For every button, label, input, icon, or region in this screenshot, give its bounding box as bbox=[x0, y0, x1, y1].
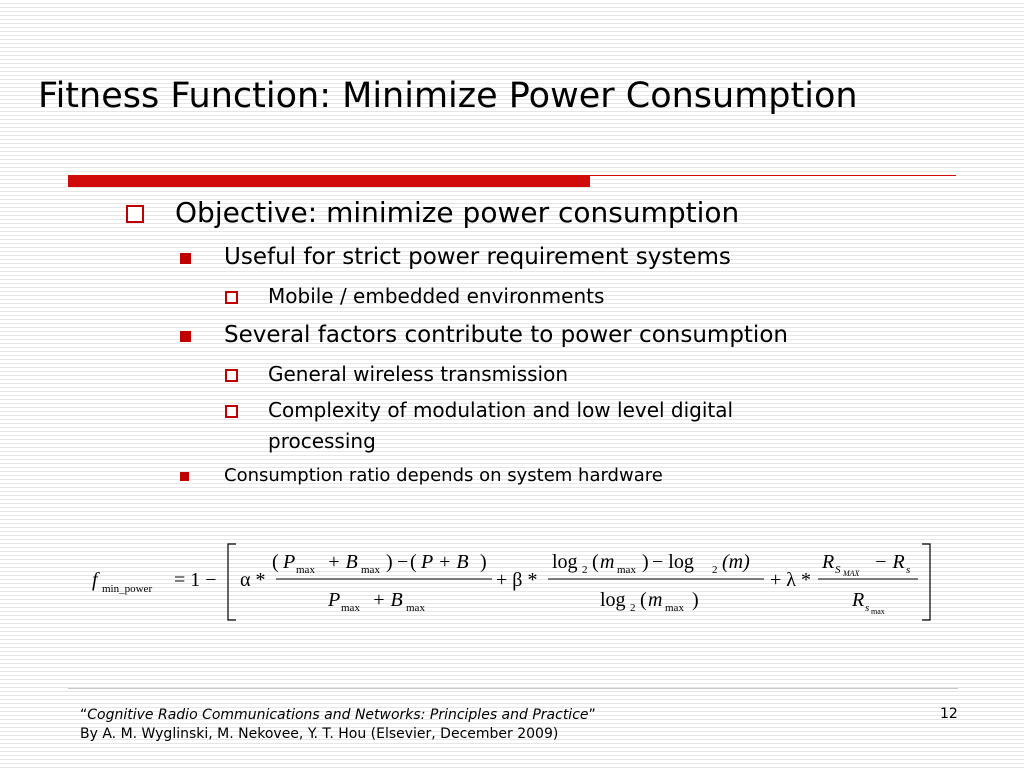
eq-t3-s-small: s bbox=[906, 564, 911, 576]
eq-t2-paren-m: (m) bbox=[722, 551, 750, 573]
bullet-level3-mobile: Mobile / embedded environments bbox=[268, 284, 605, 308]
eq-alpha: α * bbox=[240, 569, 266, 591]
page-number: 12 bbox=[940, 706, 958, 722]
eq-t1-den-p: P bbox=[328, 589, 341, 611]
citation-open-quote: “ bbox=[80, 707, 88, 723]
eq-t2-den-two: 2 bbox=[630, 602, 636, 614]
fitness-equation bbox=[80, 538, 960, 628]
citation-book-title: Cognitive Radio Communications and Networks: Principles and Practice bbox=[87, 707, 589, 723]
eq-t1-bmax: max bbox=[361, 564, 380, 576]
filled-square-bullet-icon bbox=[180, 472, 189, 481]
eq-t3-minus-r: − R bbox=[874, 551, 905, 573]
eq-t1-p: P bbox=[283, 551, 296, 573]
eq-t2-two-b: 2 bbox=[712, 564, 718, 576]
bullet-level3-complexity: Complexity of modulation and low level digital bbox=[268, 398, 734, 422]
svg-text:): ) bbox=[386, 551, 393, 573]
eq-t3-max: MAX bbox=[843, 569, 860, 578]
eq-one: = 1 − bbox=[174, 569, 217, 591]
eq-t2-den-m: m bbox=[648, 589, 663, 611]
open-square-bullet-icon bbox=[126, 205, 144, 223]
eq-t3-den-max: max bbox=[871, 607, 885, 616]
eq-t2-den-mmax: max bbox=[665, 602, 684, 614]
open-square-bullet-icon bbox=[225, 405, 238, 418]
eq-t2-log: log bbox=[552, 551, 578, 573]
title-accent-bar bbox=[68, 175, 590, 187]
bullet-level3-wireless: General wireless transmission bbox=[268, 362, 568, 386]
bullet-level3-complexity-cont: processing bbox=[268, 429, 376, 453]
eq-beta: + β * bbox=[496, 569, 538, 591]
bullet-level2-strict-power: Useful for strict power requirement systems bbox=[224, 244, 731, 270]
eq-t2-m: m bbox=[600, 551, 615, 573]
bullet-level2-hardware: Consumption ratio depends on system hardware bbox=[224, 465, 663, 486]
eq-t3-den-s: s bbox=[865, 602, 870, 614]
eq-t1-b: + B bbox=[327, 551, 358, 573]
eq-t2-two: 2 bbox=[582, 564, 588, 576]
eq-lhs-sub: min_power bbox=[102, 583, 153, 595]
bullet-level2-factors: Several factors contribute to power consumption bbox=[224, 322, 788, 348]
eq-t3-s: S bbox=[835, 564, 841, 576]
eq-t1-den-bmax: max bbox=[406, 602, 425, 614]
footer-divider bbox=[68, 688, 958, 689]
eq-t2-minus-log: − log bbox=[652, 551, 694, 573]
svg-text:(: ( bbox=[410, 551, 417, 573]
title-accent-line bbox=[590, 175, 956, 176]
eq-t2-den-log: log bbox=[600, 589, 626, 611]
eq-t1-den-pmax: max bbox=[341, 602, 360, 614]
svg-text:): ) bbox=[480, 551, 487, 573]
eq-t1-den-b: + B bbox=[372, 589, 403, 611]
svg-text:(: ( bbox=[592, 551, 599, 573]
eq-t1-minus: − bbox=[397, 551, 409, 573]
eq-t1-pb: P + B bbox=[421, 551, 469, 573]
eq-t3-den-r: R bbox=[852, 589, 865, 611]
citation-authors: By A. M. Wyglinski, M. Nekovee, Y. T. Hou (Elsevier, December 2009) bbox=[80, 726, 559, 742]
filled-square-bullet-icon bbox=[180, 331, 191, 342]
svg-text:): ) bbox=[692, 589, 699, 611]
citation-close-quote: ” bbox=[588, 707, 596, 723]
eq-lambda: + λ * bbox=[770, 569, 811, 591]
slide-title: Fitness Function: Minimize Power Consumption bbox=[38, 76, 858, 116]
filled-square-bullet-icon bbox=[180, 253, 191, 264]
eq-lhs-f: f bbox=[92, 569, 98, 591]
open-square-bullet-icon bbox=[225, 291, 238, 304]
svg-text:(: ( bbox=[272, 551, 279, 573]
eq-t1-pmax: max bbox=[296, 564, 315, 576]
svg-text:): ) bbox=[642, 551, 649, 573]
bullet-level1-objective: Objective: minimize power consumption bbox=[175, 196, 740, 229]
svg-text:(: ( bbox=[640, 589, 647, 611]
footer-citation bbox=[80, 706, 596, 744]
eq-t2-mmax: max bbox=[617, 564, 636, 576]
eq-t3-r: R bbox=[822, 551, 835, 573]
open-square-bullet-icon bbox=[225, 369, 238, 382]
